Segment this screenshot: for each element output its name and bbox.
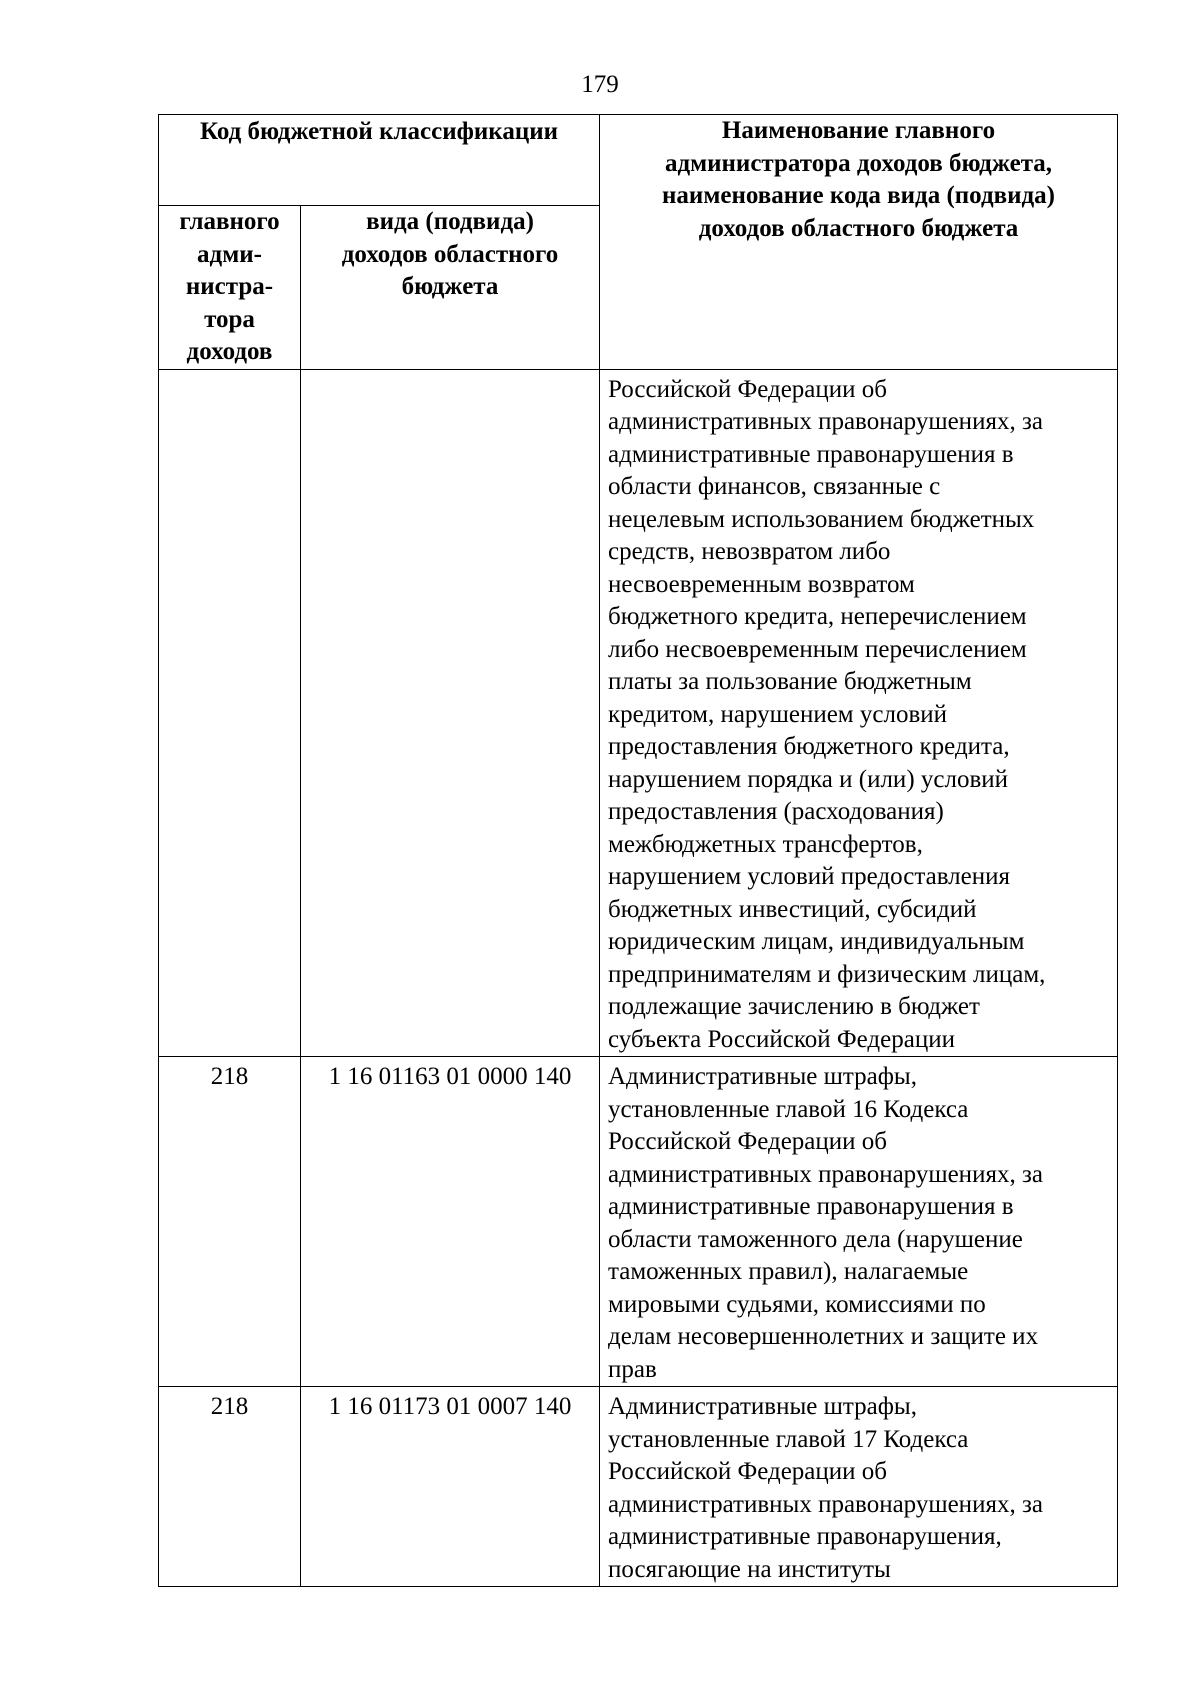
main-administrator-header: главного адми- нистра- тора доходов [159,206,301,370]
description-cell: Российской Федерации об административных правонарушениях, за административные правонарушения в области финансов, связанные с нецелевым использованием бюджетных средств, невозвратом либо несвоевременным возвратом бюджетного кредита, неперечислением либо несвоевременным перечислением платы за пользование бюджетным кредитом, нарушением условий предоставления бюджетного кредита, нарушением порядка и (или) условий предоставления (расходования) межбюджетных трансфертов, нарушением условий предоставления бюджетных инвестиций, субсидий юридическим лицам, индивидуальным предпринимателям и физическим лицам, подлежащие зачислению в бюджет субъекта Российской Федерации [600,369,1118,1057]
budget-classification-table [158,114,1118,1587]
table-row [159,1387,1118,1587]
table-row [159,1057,1118,1387]
admin-code-cell: 218 [159,1057,301,1387]
budget-classification-code-header: Код бюджетной классификации [159,115,600,206]
table-header [159,115,1118,370]
income-code-cell: 1 16 01163 01 0000 140 [301,1057,600,1387]
administrator-name-header: Наименование главного администратора доходов бюджета, наименование кода вида (подвида) доходов областного бюджета [600,115,1118,370]
description-cell: Административные штрафы, установленные главой 17 Кодекса Российской Федерации об административных правонарушениях, за административные правонарушения, посягающие на институты [600,1387,1118,1587]
page-number: 179 [581,71,619,98]
income-kind-header: вида (подвида) доходов областного бюджета [301,206,600,370]
admin-code-cell [159,369,301,1057]
income-code-cell [301,369,600,1057]
table-body [159,369,1118,1587]
admin-code-cell: 218 [159,1387,301,1587]
table-row [159,369,1118,1057]
description-cell: Административные штрафы, установленные главой 16 Кодекса Российской Федерации об административных правонарушениях, за административные правонарушения в области таможенного дела (нарушение таможенных правил), налагаемые мировыми судьями, комиссиями по делам несовершеннолетних и защите их прав [600,1057,1118,1387]
income-code-cell: 1 16 01173 01 0007 140 [301,1387,600,1587]
